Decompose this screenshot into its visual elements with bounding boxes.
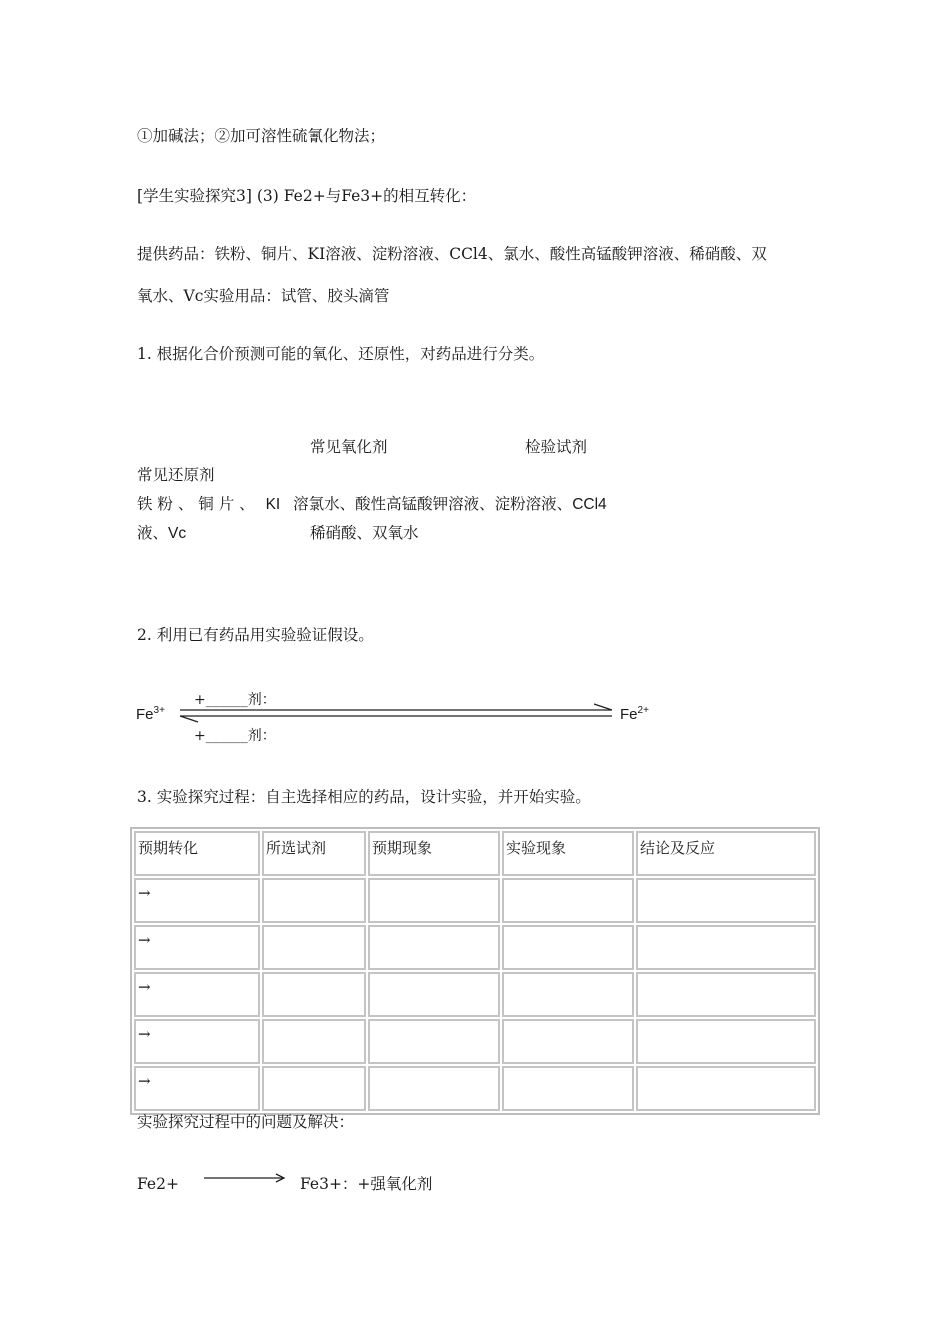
classification-row-2-right: 稀硝酸、双氧水 xyxy=(310,524,419,542)
table-cell[interactable]: → xyxy=(134,878,260,923)
header-selected-reagent: 所选试剂 xyxy=(262,831,366,876)
table-cell[interactable] xyxy=(502,972,634,1017)
table-row xyxy=(134,1066,816,1111)
table-cell[interactable] xyxy=(368,1019,500,1064)
table-cell[interactable]: → xyxy=(134,972,260,1017)
method-line: ①加碱法；②加可溶性硫氰化物法； xyxy=(137,127,386,145)
classification-row-2 xyxy=(137,523,186,544)
step-3: 3. 实验探究过程：自主选择相应的药品，设计实验，并开始实验。 xyxy=(137,788,591,806)
table-cell[interactable] xyxy=(368,878,500,923)
experiment-heading: [学生实验探究3] (3) Fe2+与Fe3+的相互转化： xyxy=(137,187,477,205)
fe2-symbol: Fe xyxy=(620,706,638,723)
header-conclusion: 结论及反应 xyxy=(636,831,816,876)
reagents-line-2: 氧水、Vc实验用品：试管、胶头滴管 xyxy=(137,287,390,305)
problems-heading: 实验探究过程中的问题及解决： xyxy=(137,1113,355,1131)
table-cell[interactable] xyxy=(262,1019,366,1064)
reagents-line-1: 提供药品：铁粉、铜片、KI溶液、淀粉溶液、CCl4、氯水、酸性高锰酸钾溶液、稀硝酸、双 xyxy=(137,245,767,263)
fe2-species xyxy=(620,705,649,723)
column-test-reagent: 检验试剂 xyxy=(525,438,588,456)
equilibrium-arrows-icon xyxy=(176,702,616,726)
header-expected-phenomenon: 预期现象 xyxy=(368,831,500,876)
table-cell[interactable] xyxy=(368,925,500,970)
table-cell[interactable] xyxy=(368,1066,500,1111)
fe3-symbol: Fe xyxy=(136,706,154,723)
table-row xyxy=(134,925,816,970)
header-observed-phenomenon: 实验现象 xyxy=(502,831,634,876)
column-oxidant: 常见氧化剂 xyxy=(310,438,388,456)
table-cell[interactable] xyxy=(262,1066,366,1111)
table-cell[interactable] xyxy=(262,878,366,923)
experiment-table xyxy=(130,827,820,1115)
table-row xyxy=(134,972,816,1017)
step-1: 1. 根据化合价预测可能的氧化、还原性，对药品进行分类。 xyxy=(137,345,545,363)
table-cell[interactable] xyxy=(636,925,816,970)
table-cell[interactable] xyxy=(636,1066,816,1111)
row1-part-c: 溶氯水、酸性高锰酸钾溶液、淀粉溶液、 xyxy=(293,495,573,513)
table-row xyxy=(134,878,816,923)
fe2-charge: 2+ xyxy=(637,705,649,716)
table-cell[interactable] xyxy=(502,925,634,970)
table-header-row xyxy=(134,831,816,876)
table-cell[interactable] xyxy=(636,878,816,923)
row1-part-b: KI xyxy=(265,496,281,513)
table-cell[interactable] xyxy=(502,1066,634,1111)
table-row xyxy=(134,1019,816,1064)
table-cell[interactable] xyxy=(502,1019,634,1064)
column-reductant: 常见还原剂 xyxy=(137,466,215,484)
table-cell[interactable] xyxy=(262,972,366,1017)
step-2: 2. 利用已有药品用实验验证假设。 xyxy=(137,626,374,644)
fe3-charge: 3+ xyxy=(153,705,165,716)
bottom-fe3-label: Fe3+：+强氧化剂 xyxy=(300,1175,433,1193)
header-expected-conversion: 预期转化 xyxy=(134,831,260,876)
row1-part-d: CCl4 xyxy=(572,496,607,513)
bottom-fe2-label: Fe2+ xyxy=(137,1175,179,1193)
right-arrow-icon xyxy=(204,1172,286,1184)
row2-part-b: Vc xyxy=(168,525,187,542)
table-cell[interactable]: → xyxy=(134,1019,260,1064)
table-cell[interactable] xyxy=(636,972,816,1017)
table-cell[interactable] xyxy=(368,972,500,1017)
fe3-species xyxy=(136,705,165,723)
row1-part-a: 铁 粉 、 铜 片 、 xyxy=(137,495,255,513)
table-cell[interactable] xyxy=(636,1019,816,1064)
table-cell[interactable] xyxy=(502,878,634,923)
row2-part-a: 液、 xyxy=(137,524,169,542)
table-cell[interactable]: → xyxy=(134,1066,260,1111)
table-cell[interactable]: → xyxy=(134,925,260,970)
classification-row-1 xyxy=(137,494,607,515)
table-cell[interactable] xyxy=(262,925,366,970)
bottom-reagent-label: +______剂： xyxy=(194,728,276,744)
top-reagent-label: +______剂： xyxy=(194,692,276,708)
